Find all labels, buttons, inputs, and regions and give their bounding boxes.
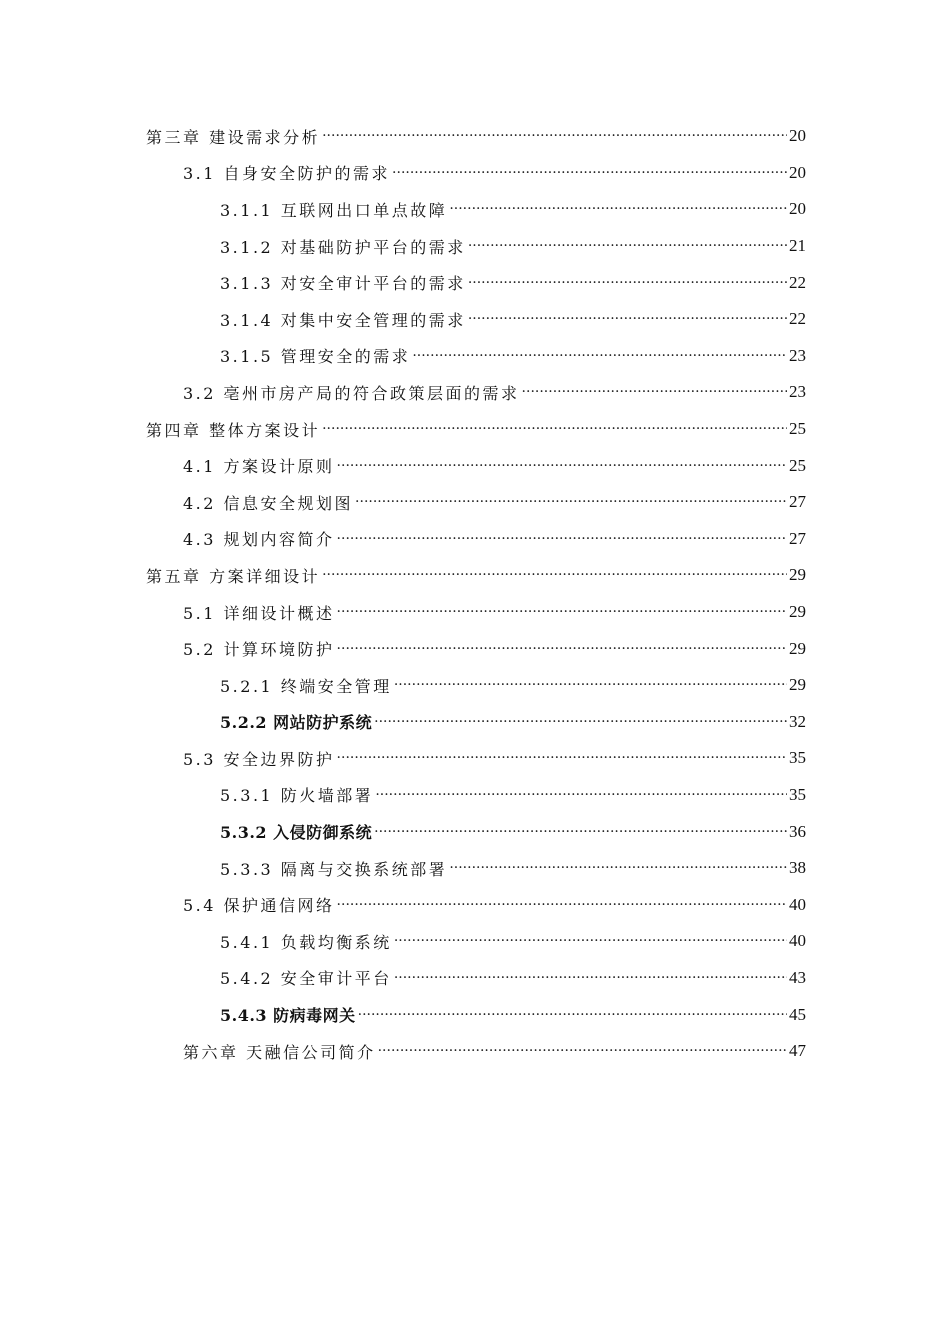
toc-entry-title: 4.3 规划内容简介 [183, 530, 335, 550]
toc-entry[interactable] [0, 704, 806, 741]
toc-entry-title: 3.1.2 对基础防护平台的需求 [220, 237, 466, 257]
toc-entry-page-number: 27 [789, 492, 806, 512]
toc-entry[interactable] [0, 557, 806, 594]
toc-entry[interactable] [0, 374, 806, 411]
toc-entry[interactable] [0, 1033, 806, 1070]
toc-entry-title: 3.2 亳州市房产局的符合政策层面的需求 [183, 383, 520, 403]
toc-entry-title: 5.4.3 防病毒网关 [220, 1006, 356, 1026]
toc-entry-page-number: 25 [789, 455, 806, 475]
toc-entry-title: 5.4 保护通信网络 [183, 896, 335, 916]
toc-entry-page-number: 47 [789, 1041, 806, 1061]
toc-entry-title: 第三章 建设需求分析 [146, 127, 321, 147]
toc-leader-dots [337, 750, 787, 766]
toc-entry[interactable] [0, 740, 806, 777]
toc-entry-page-number: 38 [789, 858, 806, 878]
toc-entry-title: 3.1.4 对集中安全管理的需求 [220, 310, 466, 330]
toc-entry-page-number: 23 [789, 382, 806, 402]
toc-leader-dots [394, 677, 787, 693]
toc-leader-dots [449, 860, 787, 876]
toc-leader-dots [522, 384, 787, 400]
toc-entry-title: 5.3.2 入侵防御系统 [220, 823, 373, 843]
toc-leader-dots [337, 641, 787, 657]
toc-leader-dots [468, 311, 787, 327]
toc-entry[interactable] [0, 594, 806, 631]
toc-entry[interactable] [0, 667, 806, 704]
toc-entry-title: 5.2 计算环境防护 [183, 640, 335, 660]
toc-entry-title: 5.2.1 终端安全管理 [220, 676, 392, 696]
toc-entry[interactable] [0, 228, 806, 265]
toc-leader-dots [322, 421, 787, 437]
toc-entry-page-number: 22 [789, 309, 806, 329]
toc-entry[interactable] [0, 484, 806, 521]
toc-entry-title: 5.4.1 负载均衡系统 [220, 932, 392, 952]
toc-entry-title: 5.3 安全边界防护 [183, 749, 335, 769]
toc-entry-page-number: 36 [789, 821, 806, 841]
toc-entry-title: 5.3.1 防火墙部署 [220, 786, 374, 806]
toc-entry-title: 5.3.3 隔离与交换系统部署 [220, 859, 448, 879]
toc-entry[interactable] [0, 923, 806, 960]
toc-entry-page-number: 20 [789, 162, 806, 182]
toc-leader-dots [468, 275, 787, 291]
toc-entry[interactable] [0, 191, 806, 228]
toc-entry[interactable] [0, 960, 806, 997]
toc-entry-page-number: 21 [789, 236, 806, 256]
toc-leader-dots [337, 897, 787, 913]
toc-entry-page-number: 20 [789, 126, 806, 146]
toc-entry[interactable] [0, 338, 806, 375]
toc-leader-dots [449, 201, 787, 217]
toc-entry-page-number: 27 [789, 528, 806, 548]
toc-leader-dots [322, 567, 787, 583]
toc-leader-dots [392, 165, 787, 181]
toc-leader-dots [322, 128, 787, 144]
toc-leader-dots [374, 714, 787, 730]
toc-leader-dots [337, 604, 787, 620]
toc-entry-page-number: 29 [789, 675, 806, 695]
toc-entry[interactable] [0, 155, 806, 192]
toc-entry[interactable] [0, 264, 806, 301]
toc-entry-page-number: 45 [789, 1004, 806, 1024]
toc-entry-title: 3.1.5 管理安全的需求 [220, 347, 411, 367]
toc-entry[interactable] [0, 777, 806, 814]
toc-leader-dots [375, 787, 787, 803]
toc-entry-page-number: 29 [789, 602, 806, 622]
toc-entry-page-number: 23 [789, 345, 806, 365]
toc-entry-title: 3.1.1 互联网出口单点故障 [220, 200, 448, 220]
toc-entry-title: 4.1 方案设计原则 [183, 457, 335, 477]
toc-entry-page-number: 20 [789, 199, 806, 219]
toc-leader-dots [355, 494, 787, 510]
toc-entry-page-number: 32 [789, 711, 806, 731]
toc-leader-dots [394, 970, 787, 986]
toc-entry[interactable] [0, 886, 806, 923]
toc-leader-dots [337, 531, 787, 547]
toc-entry-page-number: 35 [789, 784, 806, 804]
toc-entry[interactable] [0, 850, 806, 887]
toc-entry[interactable] [0, 813, 806, 850]
toc-entry-title: 5.2.2 网站防护系统 [220, 713, 373, 733]
toc-leader-dots [337, 458, 787, 474]
toc-leader-dots [378, 1043, 787, 1059]
toc-entry-page-number: 29 [789, 565, 806, 585]
toc-entry[interactable] [0, 521, 806, 558]
toc-entry-page-number: 40 [789, 894, 806, 914]
toc-entry-page-number: 25 [789, 419, 806, 439]
toc-entry-page-number: 35 [789, 748, 806, 768]
toc-entry-title: 第五章 方案详细设计 [146, 566, 321, 586]
toc-leader-dots [374, 824, 787, 840]
toc-leader-dots [358, 1007, 787, 1023]
toc-entry-title: 第四章 整体方案设计 [146, 420, 321, 440]
toc-entry-title: 5.1 详细设计概述 [183, 603, 335, 623]
toc-entry[interactable] [0, 996, 806, 1033]
toc-entry-page-number: 43 [789, 967, 806, 987]
toc-entry-page-number: 22 [789, 272, 806, 292]
toc-entry[interactable] [0, 118, 806, 155]
toc-entry[interactable] [0, 411, 806, 448]
toc-entry-title: 4.2 信息安全规划图 [183, 493, 354, 513]
toc-leader-dots [468, 238, 787, 254]
toc-leader-dots [394, 933, 787, 949]
toc-entry-title: 5.4.2 安全审计平台 [220, 969, 392, 989]
toc-entry-title: 3.1.3 对安全审计平台的需求 [220, 274, 466, 294]
toc-leader-dots [412, 348, 787, 364]
table-of-contents [0, 118, 950, 1069]
toc-entry[interactable] [0, 447, 806, 484]
toc-entry[interactable] [0, 301, 806, 338]
toc-entry-page-number: 40 [789, 931, 806, 951]
toc-entry-title: 3.1 自身安全防护的需求 [183, 164, 391, 184]
toc-entry-title: 第六章 天融信公司简介 [183, 1042, 376, 1062]
toc-entry[interactable] [0, 630, 806, 667]
toc-entry-page-number: 29 [789, 638, 806, 658]
